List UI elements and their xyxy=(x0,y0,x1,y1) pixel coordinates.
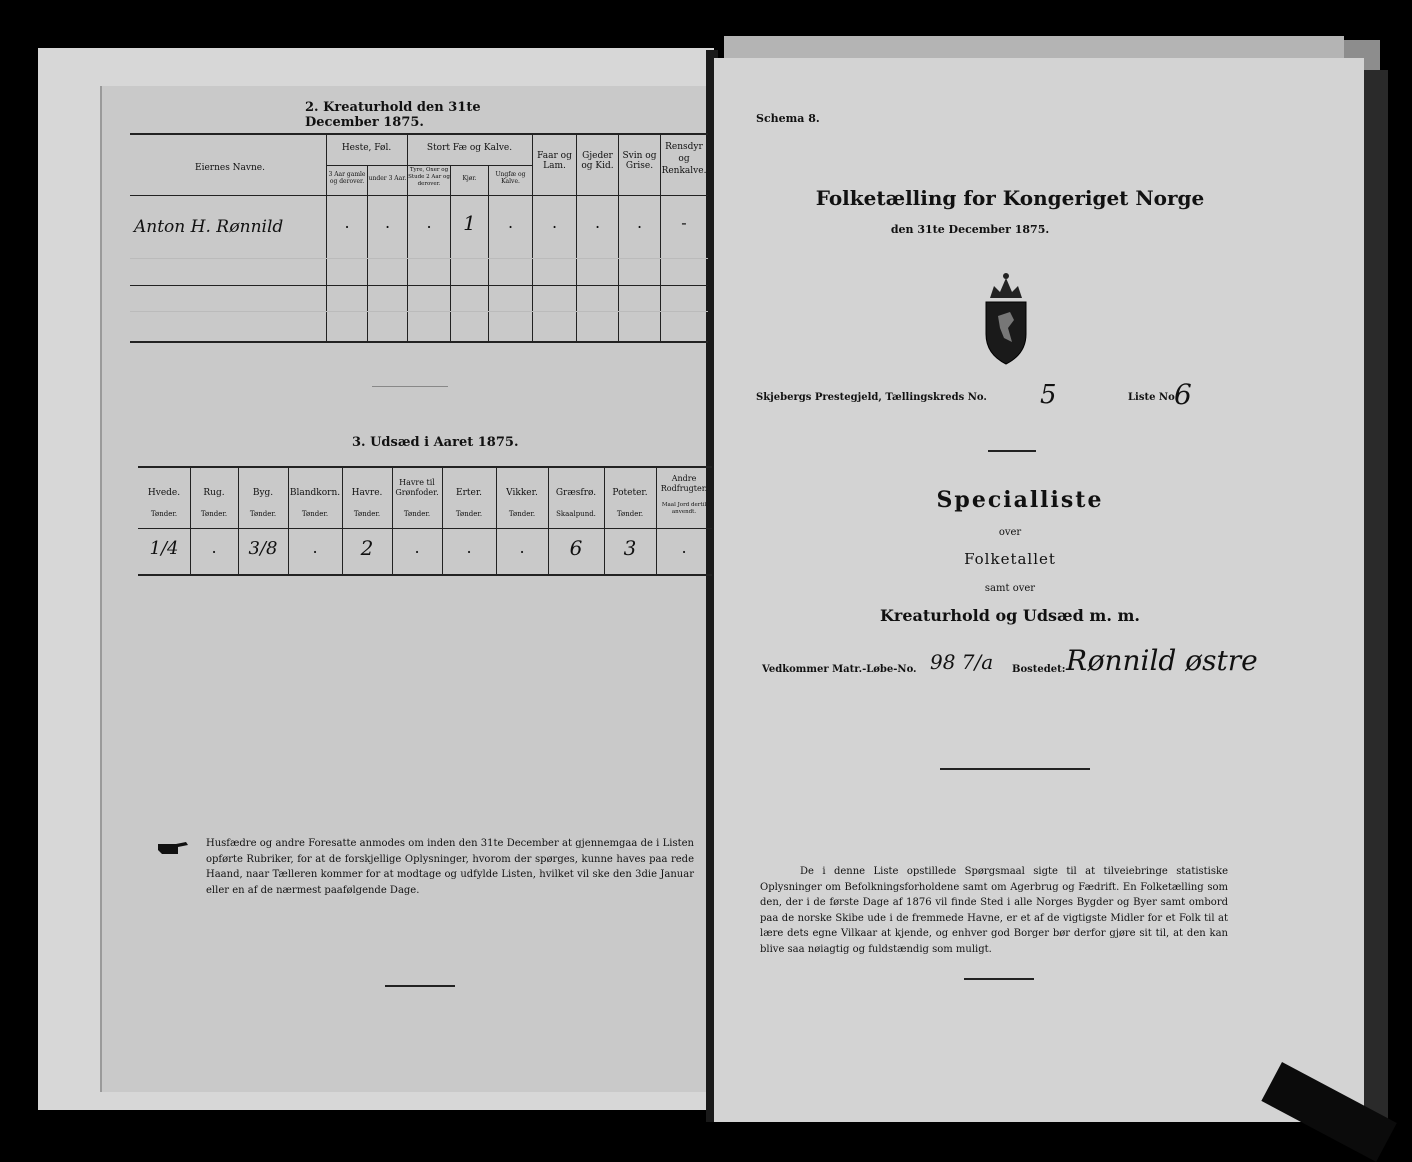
section2-title: 2. Kreaturhold den 31te December 1875. xyxy=(305,100,481,130)
census-title: Folketælling for Kongeriget Norge xyxy=(815,186,1205,210)
divider xyxy=(385,985,455,987)
crop-value: 6 xyxy=(569,536,583,560)
col-ungfae: Ungfæ og Kalve. xyxy=(495,171,526,185)
crop-unit: Maal Jord dertil anvendt. xyxy=(661,502,707,515)
crop-unit: Tønder. xyxy=(200,510,228,518)
crop-value: 3 xyxy=(623,536,637,560)
crop-havre: Havre. xyxy=(351,488,383,498)
crop-unit: Tønder. xyxy=(616,510,644,518)
kreds-no-handwritten: 5 xyxy=(1040,380,1057,410)
crop-unit: Tønder. xyxy=(353,510,381,518)
liste-label: Liste No. xyxy=(1128,392,1179,403)
crop-unit: Tønder. xyxy=(150,510,178,518)
crop-value: 1/4 xyxy=(149,538,179,559)
crop-unit: Skaalpund. xyxy=(556,510,596,518)
norway-coat-of-arms-icon xyxy=(976,268,1036,368)
livestock-table xyxy=(130,133,708,343)
col-stort-fae: Stort Fæ og Kalve. xyxy=(426,143,513,153)
livestock-value: . xyxy=(594,213,601,232)
crop-hvede: Hvede. xyxy=(147,488,181,498)
col-gjeder: Gjeder og Kid. xyxy=(581,151,614,171)
col-owner-name: Eiernes Navne. xyxy=(195,163,265,173)
crop-table xyxy=(138,466,712,576)
samt-over-text: samt over xyxy=(984,583,1036,594)
livestock-value: 1 xyxy=(463,211,476,235)
livestock-value: . xyxy=(384,213,391,232)
census-date: den 31te December 1875. xyxy=(890,223,1050,236)
owner-name-handwritten: Anton H. Rønnild xyxy=(134,217,284,237)
prestegjeld-label: Skjebergs Prestegjeld, Tællingskreds No. xyxy=(756,392,987,403)
divider xyxy=(964,978,1034,980)
over-text: over xyxy=(998,527,1022,538)
crop-poteter: Poteter. xyxy=(612,488,648,498)
crop-value: . xyxy=(414,538,420,557)
crop-andre-rodfrugter: Andre Rodfrugter. xyxy=(660,474,708,493)
crop-unit: Tønder. xyxy=(455,510,483,518)
schema-label: Schema 8. xyxy=(756,112,820,125)
crop-havre-gronfoder: Havre til Grønfoder. xyxy=(395,478,439,497)
crop-unit: Tønder. xyxy=(249,510,277,518)
bosted-handwritten: Rønnild østre xyxy=(1066,644,1258,677)
livestock-value: - xyxy=(681,213,687,232)
notice-text: Husfædre og andre Foresatte anmodes om inden den 31te December at gjennemgaa de i Listen opførte Rubriker, for at de forskjellige Oplysninger, hvorom der spørges, kunne haves paa rede Haand, naar Tælleren kommer for at modtage og udfylde Listen, hvilket vil ske den 3die Januar eller en af de nærmest paafølgende Dage. xyxy=(206,838,694,896)
crop-unit: Tønder. xyxy=(508,510,536,518)
crop-unit: Tønder. xyxy=(301,510,329,518)
page-edge-dark xyxy=(1360,70,1388,1120)
crop-rug: Rug. xyxy=(203,488,225,498)
crop-erter: Erter. xyxy=(456,488,482,498)
livestock-value: . xyxy=(426,213,432,232)
col-heste-3aar: 3 Aar gamle og derover. xyxy=(328,171,366,185)
col-rensdyr: Rensdyr og Renkalve. xyxy=(661,142,707,176)
divider xyxy=(988,450,1036,452)
pointing-hand-icon xyxy=(156,838,190,858)
crop-graesfro: Græsfrø. xyxy=(555,488,597,498)
crop-value: 2 xyxy=(360,536,374,560)
col-heste: Heste, Føl. xyxy=(341,143,392,153)
col-faar: Faar og Lam. xyxy=(537,151,572,171)
divider xyxy=(940,768,1090,770)
divider xyxy=(372,386,448,387)
livestock-value: . xyxy=(507,213,514,232)
folketallet-heading: Folketallet xyxy=(964,550,1056,568)
crop-byg: Byg. xyxy=(252,488,274,498)
kreaturhold-heading: Kreaturhold og Udsæd m. m. xyxy=(880,606,1140,625)
section3-title: 3. Udsæd i Aaret 1875. xyxy=(352,435,519,450)
bosted-label: Bostedet: xyxy=(1012,664,1066,675)
crop-value: . xyxy=(519,538,525,557)
crop-value: . xyxy=(466,538,472,557)
livestock-value: . xyxy=(636,213,643,232)
col-heste-under3: under 3 Aar. xyxy=(368,175,407,182)
col-kjor: Kjør. xyxy=(462,175,477,182)
crop-value: . xyxy=(681,538,687,557)
specialliste-heading: Specialliste xyxy=(936,487,1104,513)
livestock-value: . xyxy=(551,213,558,232)
crop-unit: Tønder. xyxy=(403,510,431,518)
matr-label: Vedkommer Matr.-Løbe-No. xyxy=(762,664,917,675)
footer-text: De i denne Liste opstillede Spørgsmaal sigte til at tilveiebringe statistiske Oplysninger om Befolkningsforholdene samt om Agerbrug og Fædrift. En Folketælling som den, der i de første Dage af 1876 vil finde Sted i alle Norges Bygder og Byer samt ombord paa de norske Skibe ude i de fremmede Havne, er et af de vigtigste Midler for et Folk til at lære dets egne Vilkaar at kjende, og enhver god Borger bør derfor gjøre sit til, at den kan blive saa nøiagtig og fuldstændig som muligt. xyxy=(760,866,1228,955)
livestock-value: . xyxy=(344,213,350,232)
matr-no-handwritten: 98 7/a xyxy=(930,650,994,674)
crop-value: 3/8 xyxy=(248,538,278,559)
col-tyre: Tyre, Oxer og Stude 2 Aar og derover. xyxy=(408,167,450,187)
col-svin: Svin og Grise. xyxy=(622,151,657,171)
crop-vikker: Vikker. xyxy=(506,488,538,498)
crop-value: . xyxy=(312,538,318,557)
crop-value: . xyxy=(211,538,217,557)
crop-blandkorn: Blandkorn. xyxy=(289,488,341,498)
liste-no-handwritten: 6 xyxy=(1174,378,1192,411)
